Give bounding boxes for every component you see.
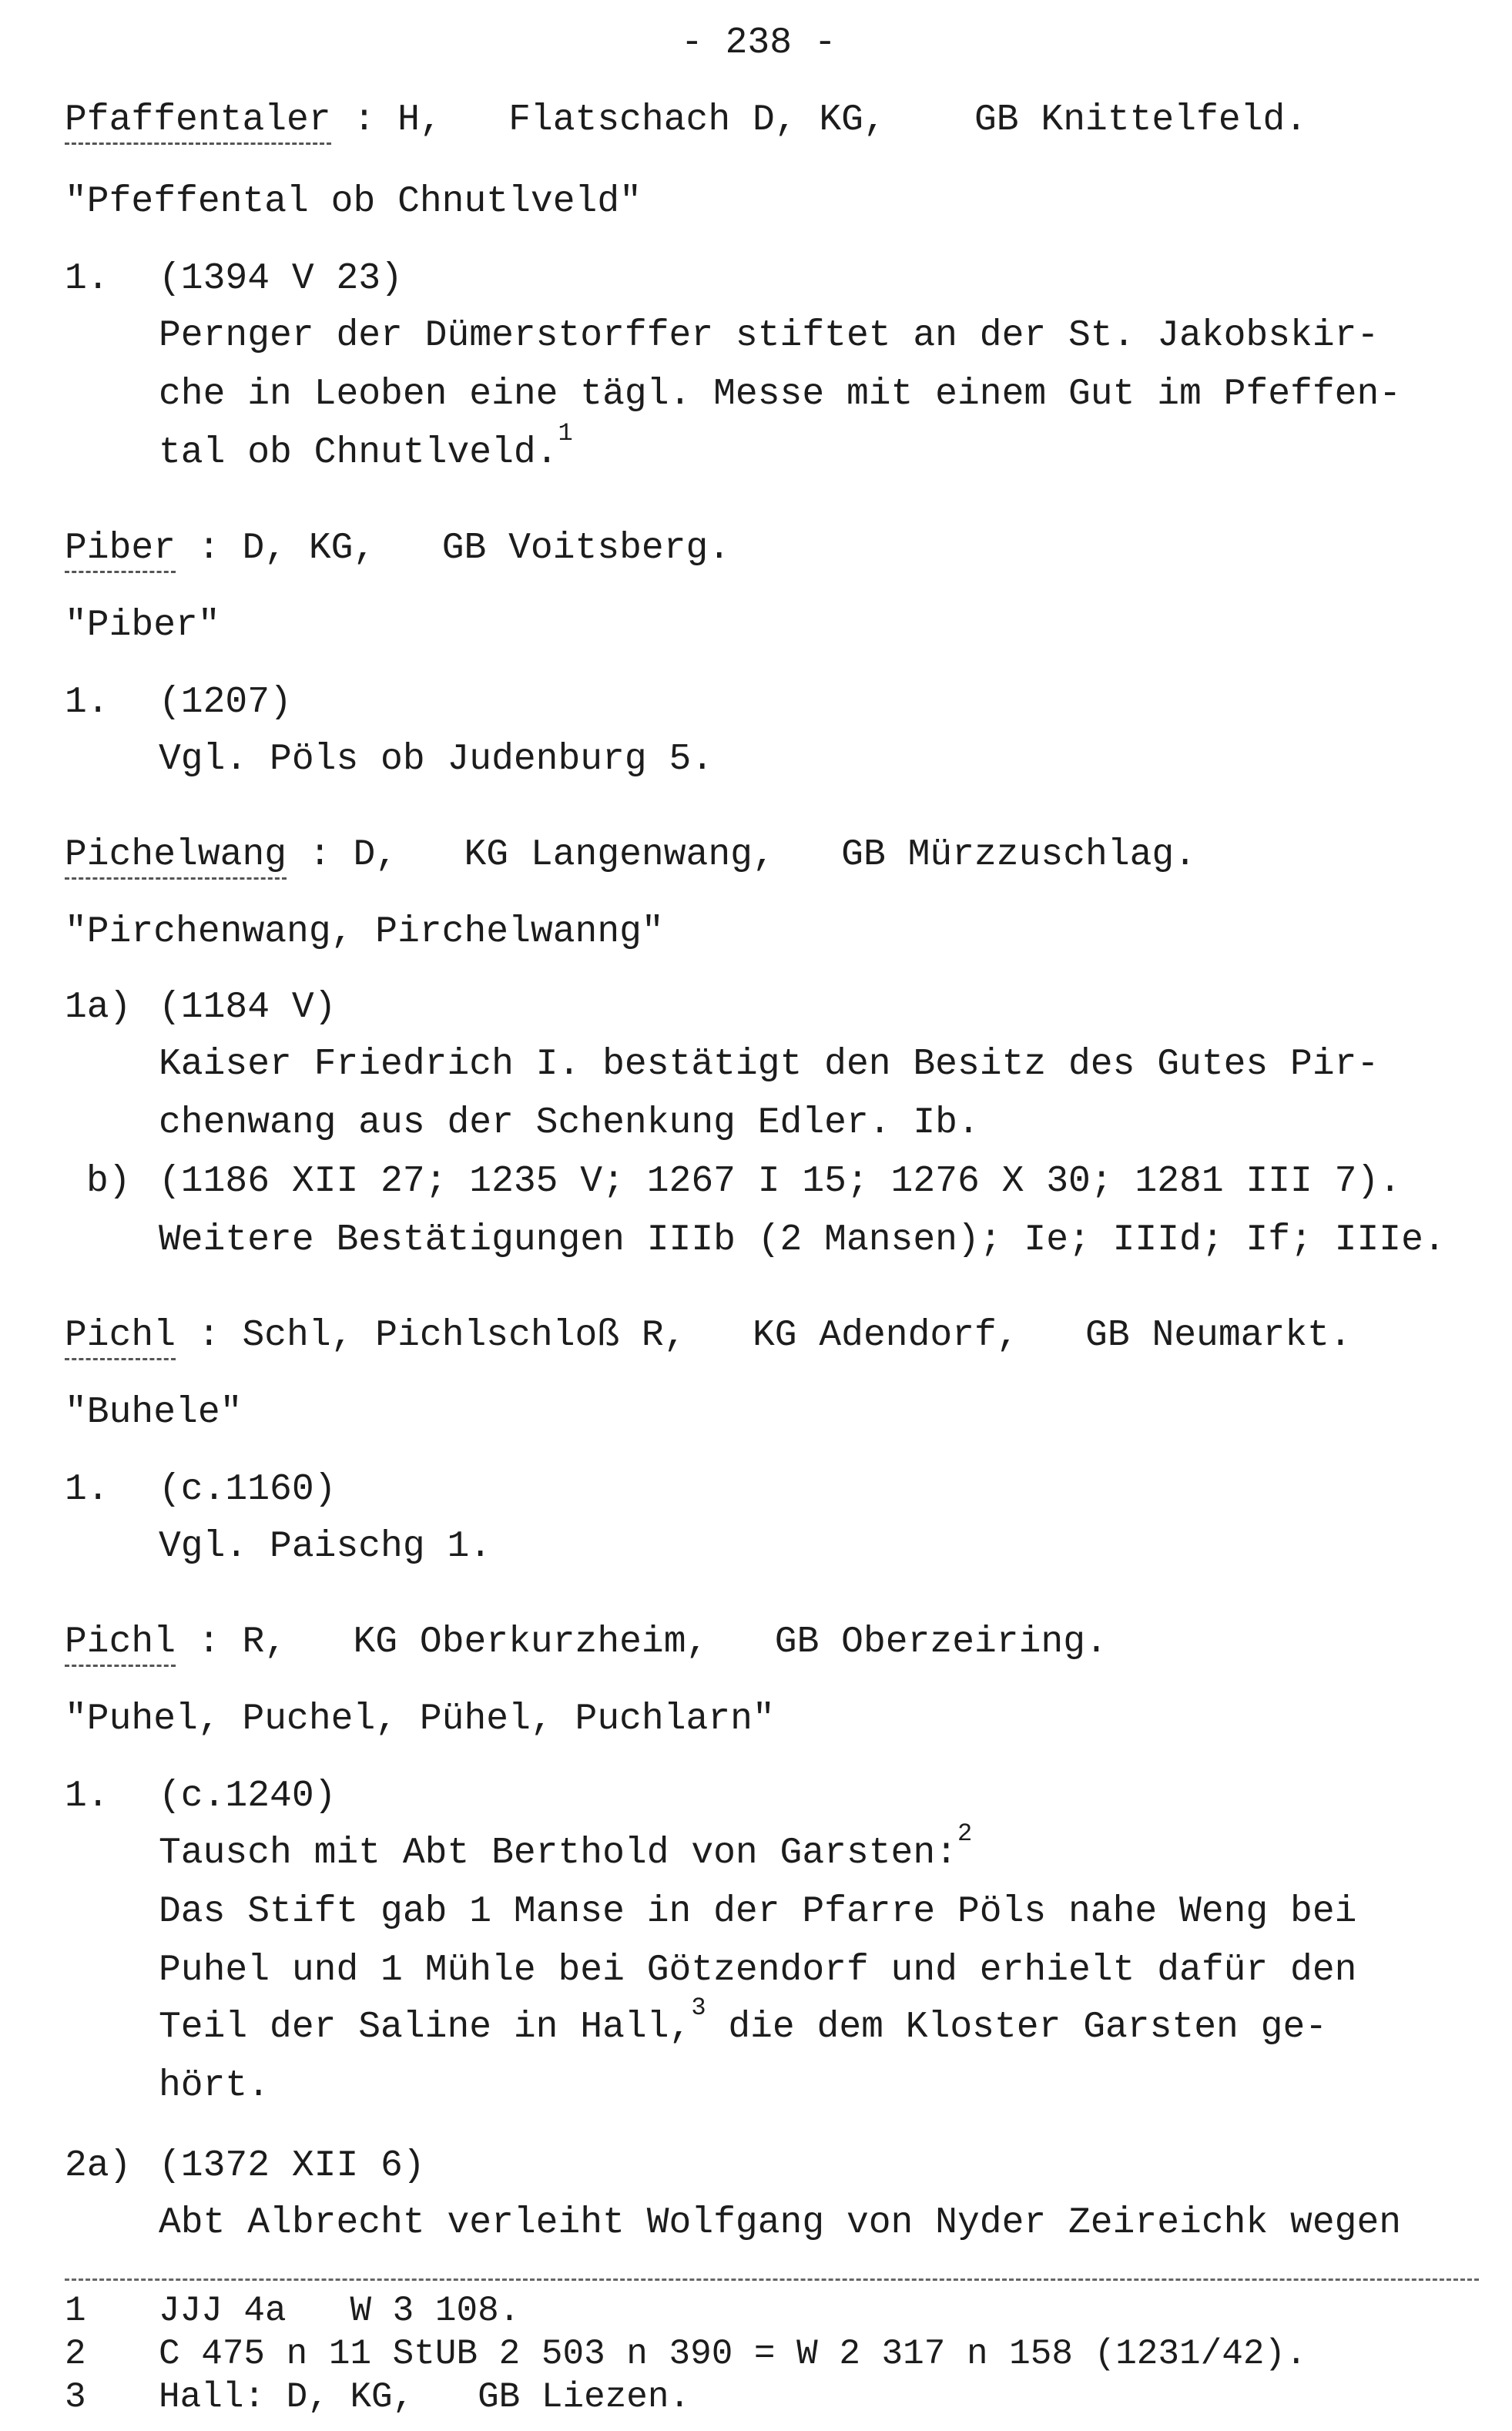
item-text: Tausch mit Abt Berthold von Garsten: xyxy=(159,1832,957,1874)
footnote-ref: 3 xyxy=(691,1993,706,2022)
footnote-divider xyxy=(65,2278,1479,2281)
item-date: (1394 V 23) xyxy=(159,258,403,300)
entry-name-forms: "Pfeffental ob Chnutlveld" xyxy=(65,181,642,223)
entry-header xyxy=(65,1314,1352,1357)
entry-header xyxy=(65,527,730,570)
item-date: (c.1160) xyxy=(159,1469,337,1511)
footnote-text: JJJ 4a W 3 108. xyxy=(159,2291,521,2331)
entry-location: : D, KG Langenwang, GB Mürzzuschlag. xyxy=(287,834,1197,876)
entry-header xyxy=(65,1621,1108,1664)
entry-keyword: Pichl xyxy=(65,1315,176,1360)
item-text-line: Vgl. Paischg 1. xyxy=(159,1526,492,1568)
entry-header xyxy=(65,833,1196,877)
footnote-number: 1 xyxy=(65,2291,86,2331)
item-text: Teil der Saline in Hall, xyxy=(159,2007,692,2048)
item-text-line: che in Leoben eine tägl. Messe mit einem Gut im Pfeffen- xyxy=(159,374,1402,415)
item-date: (1372 XII 6) xyxy=(159,2145,425,2187)
footnote-ref: 1 xyxy=(558,419,573,448)
item-number: 1. xyxy=(65,1469,109,1511)
entry-keyword: Pfaffentaler xyxy=(65,99,331,145)
item-text-line: Das Stift gab 1 Manse in der Pfarre Pöls nahe Weng bei xyxy=(159,1891,1357,1933)
entry-header xyxy=(65,99,1307,142)
entry-keyword: Pichl xyxy=(65,1621,176,1667)
item-text-line xyxy=(159,1819,973,1875)
item-text: tal ob Chnutlveld. xyxy=(159,432,558,474)
entry-name-forms: "Pirchenwang, Pirchelwanng" xyxy=(65,911,664,953)
entry-location: : R, KG Oberkurzheim, GB Oberzeiring. xyxy=(176,1621,1108,1663)
item-text-line: Pernger der Dümerstorffer stiftet an der St. Jakobskir- xyxy=(159,315,1380,357)
entry-location: : Schl, Pichlschloß R, KG Adendorf, GB Neumarkt. xyxy=(176,1315,1352,1356)
entry-name-forms: "Piber" xyxy=(65,605,220,646)
item-number: b) xyxy=(86,1161,131,1202)
item-date: (1186 XII 27; 1235 V; 1267 I 15; 1276 X 30; 1281 III 7). xyxy=(159,1161,1402,1202)
footnote-ref: 2 xyxy=(957,1819,973,1848)
item-text-line: Puhel und 1 Mühle bei Götzendorf und erhielt dafür den xyxy=(159,1950,1357,1991)
item-text-line: Kaiser Friedrich I. bestätigt den Besitz des Gutes Pir- xyxy=(159,1044,1380,1085)
item-text-line: Abt Albrecht verleiht Wolfgang von Nyder Zeireichk wegen xyxy=(159,2202,1402,2244)
page-number: - 238 - xyxy=(681,22,836,64)
item-number: 1a) xyxy=(65,987,132,1028)
item-number: 1. xyxy=(65,1775,109,1817)
item-date: (c.1240) xyxy=(159,1775,337,1817)
item-text-line: chenwang aus der Schenkung Edler. Ib. xyxy=(159,1102,980,1144)
entry-keyword: Pichelwang xyxy=(65,834,287,880)
footnote-text: Hall: D, KG, GB Liezen. xyxy=(159,2377,691,2417)
item-date: (1184 V) xyxy=(159,987,337,1028)
entry-name-forms: "Buhele" xyxy=(65,1392,243,1433)
item-text-line: Weitere Bestätigungen IIIb (2 Mansen); Ie; IIId; If; IIIe. xyxy=(159,1219,1446,1261)
entry-location: : H, Flatschach D, KG, GB Knittelfeld. xyxy=(330,99,1308,141)
item-text-line: hört. xyxy=(159,2065,270,2107)
entry-keyword: Piber xyxy=(65,528,176,573)
footnote-text: C 475 n 11 StUB 2 503 n 390 = W 2 317 n 158 (1231/42). xyxy=(159,2334,1307,2374)
footnote-number: 3 xyxy=(65,2377,86,2417)
item-number: 1. xyxy=(65,258,109,300)
item-text-line xyxy=(159,419,573,474)
item-text-line: Vgl. Pöls ob Judenburg 5. xyxy=(159,739,714,780)
item-number: 1. xyxy=(65,682,109,723)
item-date: (1207) xyxy=(159,682,292,723)
entry-location: : D, KG, GB Voitsberg. xyxy=(176,528,731,569)
footnote-number: 2 xyxy=(65,2334,86,2374)
item-number: 2a) xyxy=(65,2145,132,2187)
item-text-line xyxy=(159,1993,1328,2049)
item-text: die dem Kloster Garsten ge- xyxy=(706,2007,1328,2048)
entry-name-forms: "Puhel, Puchel, Pühel, Puchlarn" xyxy=(65,1698,775,1740)
